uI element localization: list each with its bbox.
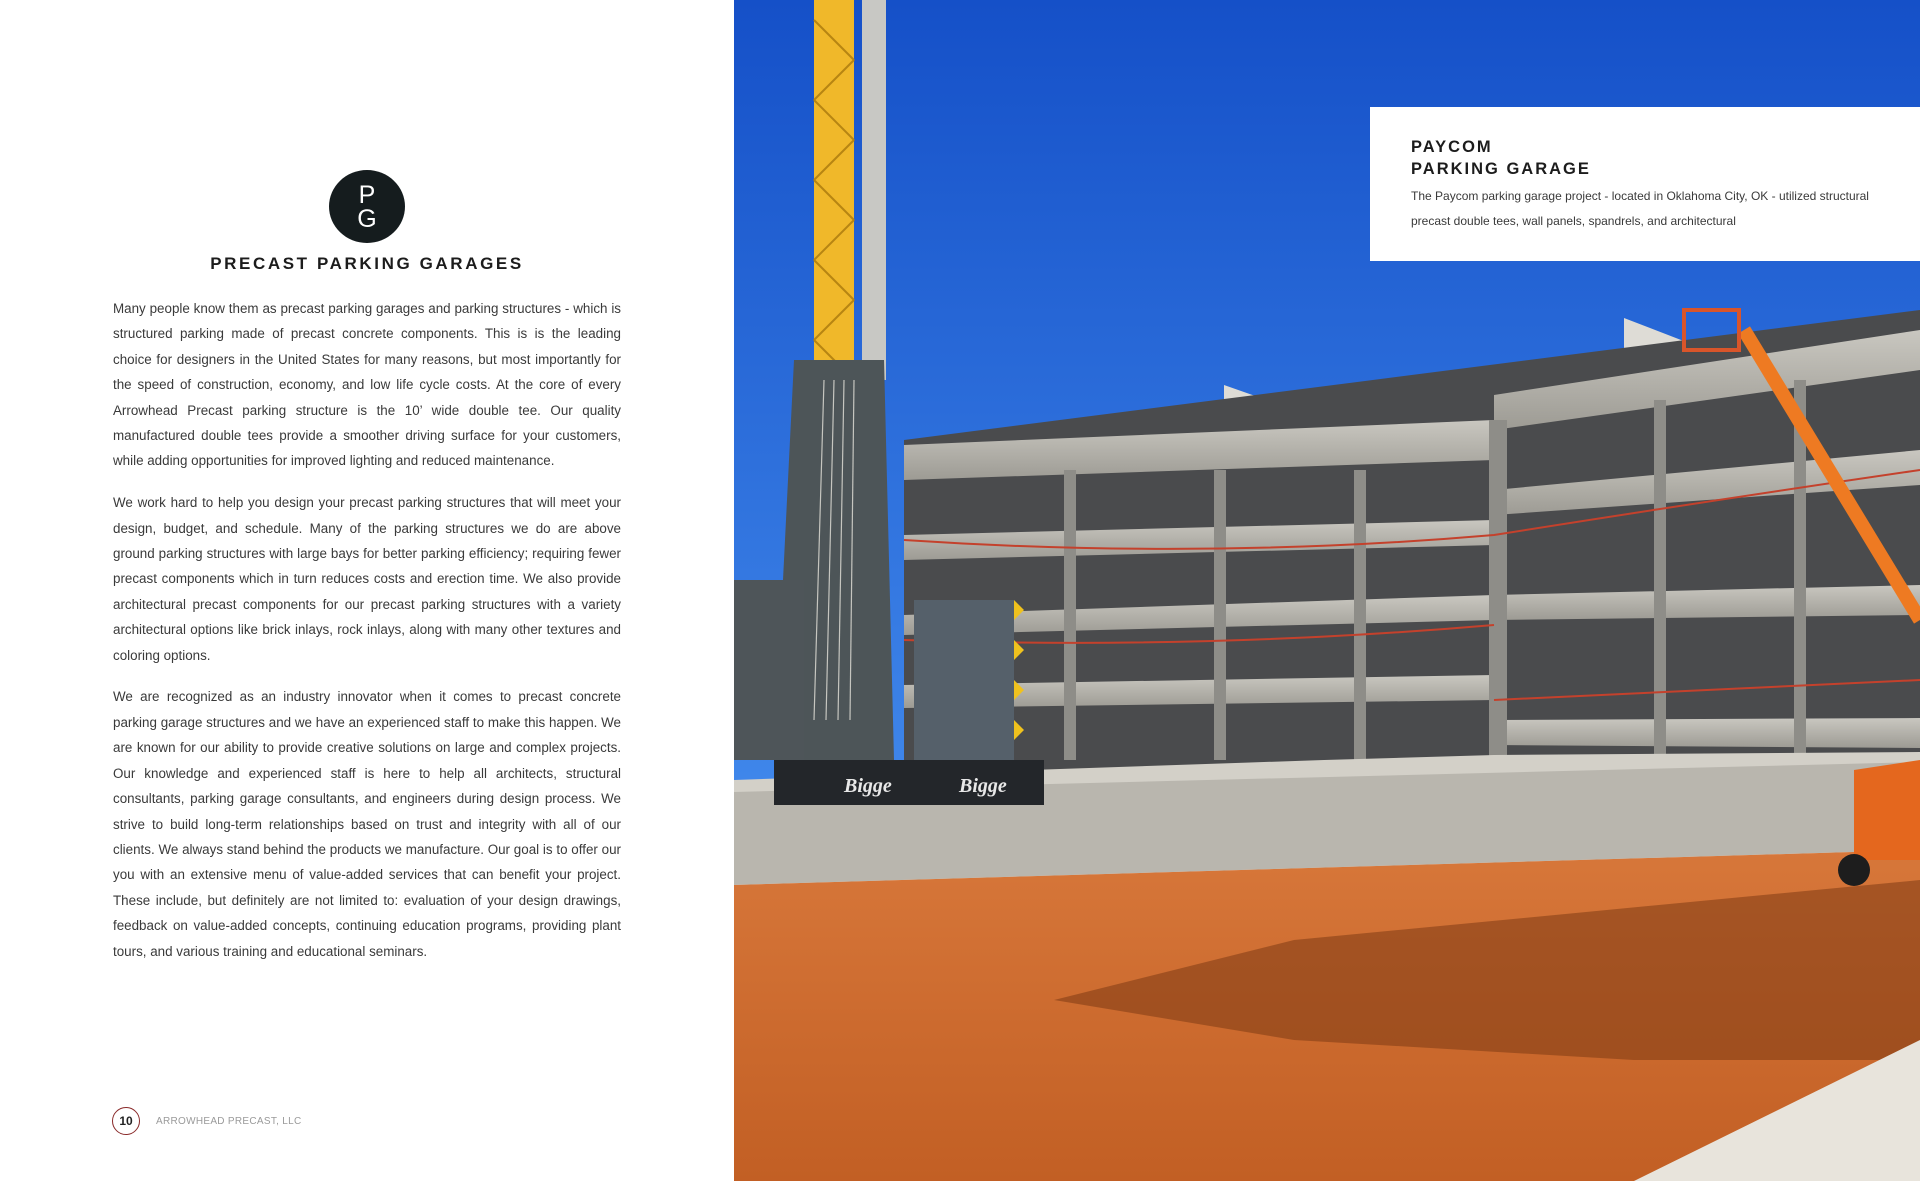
caption-title-line-1: PAYCOM	[1411, 138, 1493, 156]
body-text	[113, 296, 621, 980]
pg-monogram-logo	[329, 170, 405, 243]
left-page	[0, 0, 734, 1181]
crane-counterweight	[734, 580, 804, 760]
boom-lift-wheel	[1838, 854, 1870, 886]
paragraph-1: Many people know them as precast parking garages and parking structures - which is structured parking made of precast concrete components. This is is the leading choice for designers in the United States for many reasons, but most importantly for the speed of construction, economy, and low life cycle costs. At the core of every Arrowhead Precast parking structure is the 10’ wide double tee. Our quality manufactured double tees provide a smoother driving surface for your customers, while adding opportunities for improved lighting and reduced maintenance.	[113, 301, 621, 469]
caption-box	[1370, 107, 1920, 261]
page-number-badge: 10	[112, 1107, 140, 1135]
crane-tower	[814, 0, 886, 400]
monogram-letter-bottom: G	[357, 204, 377, 233]
company-name: ARROWHEAD PRECAST, LLC	[156, 1115, 302, 1127]
caption-title-line-2: PARKING GARAGE	[1411, 160, 1591, 178]
crane-label-2: Bigge	[959, 775, 1007, 797]
crane-label-1: Bigge	[844, 775, 892, 797]
caption-text: The Paycom parking garage project - located in Oklahoma City, OK - utilized structural precast double tees, wall panels, spandrels, and architectural	[1411, 189, 1869, 228]
section-title: PRECAST PARKING GARAGES	[210, 254, 524, 273]
boom-lift-base	[1854, 760, 1920, 860]
paragraph-2: We work hard to help you design your precast parking structures that will meet your design, budget, and schedule. Many of the parking structures we do are above ground parking structures with large bays for better parking efficiency; requiring fewer precast components which in turn reduces costs and erection time. We also provide architectural precast components for our precast parking structures with a variety architectural options like brick inlays, rock inlays, along with many other textures and coloring options.	[113, 495, 621, 663]
caption-title	[1411, 136, 1920, 180]
monogram-letter-top: P	[358, 180, 376, 209]
crane-cab	[914, 600, 1014, 760]
page-footer	[112, 1107, 302, 1135]
paragraph-3: We are recognized as an industry innovator when it comes to precast concrete parking garage structures and we have an experienced staff to make this happen. We are known for our ability to provide creative solutions on large and complex projects. Our knowledge and experienced staff is here to help all architects, structural consultants, parking garage consultants, and engineers during design process. We strive to build long-term relationships based on trust and integrity with all of our clients. We always stand behind the products we manufacture. Our goal is to offer our you with an extensive menu of value-added services that can benefit your project. These include, but definitely are not limited to: evaluation of your design drawings, feedback on value-added concepts, continuing education programs, providing plant tours, and various training and educational seminars.	[113, 689, 621, 959]
